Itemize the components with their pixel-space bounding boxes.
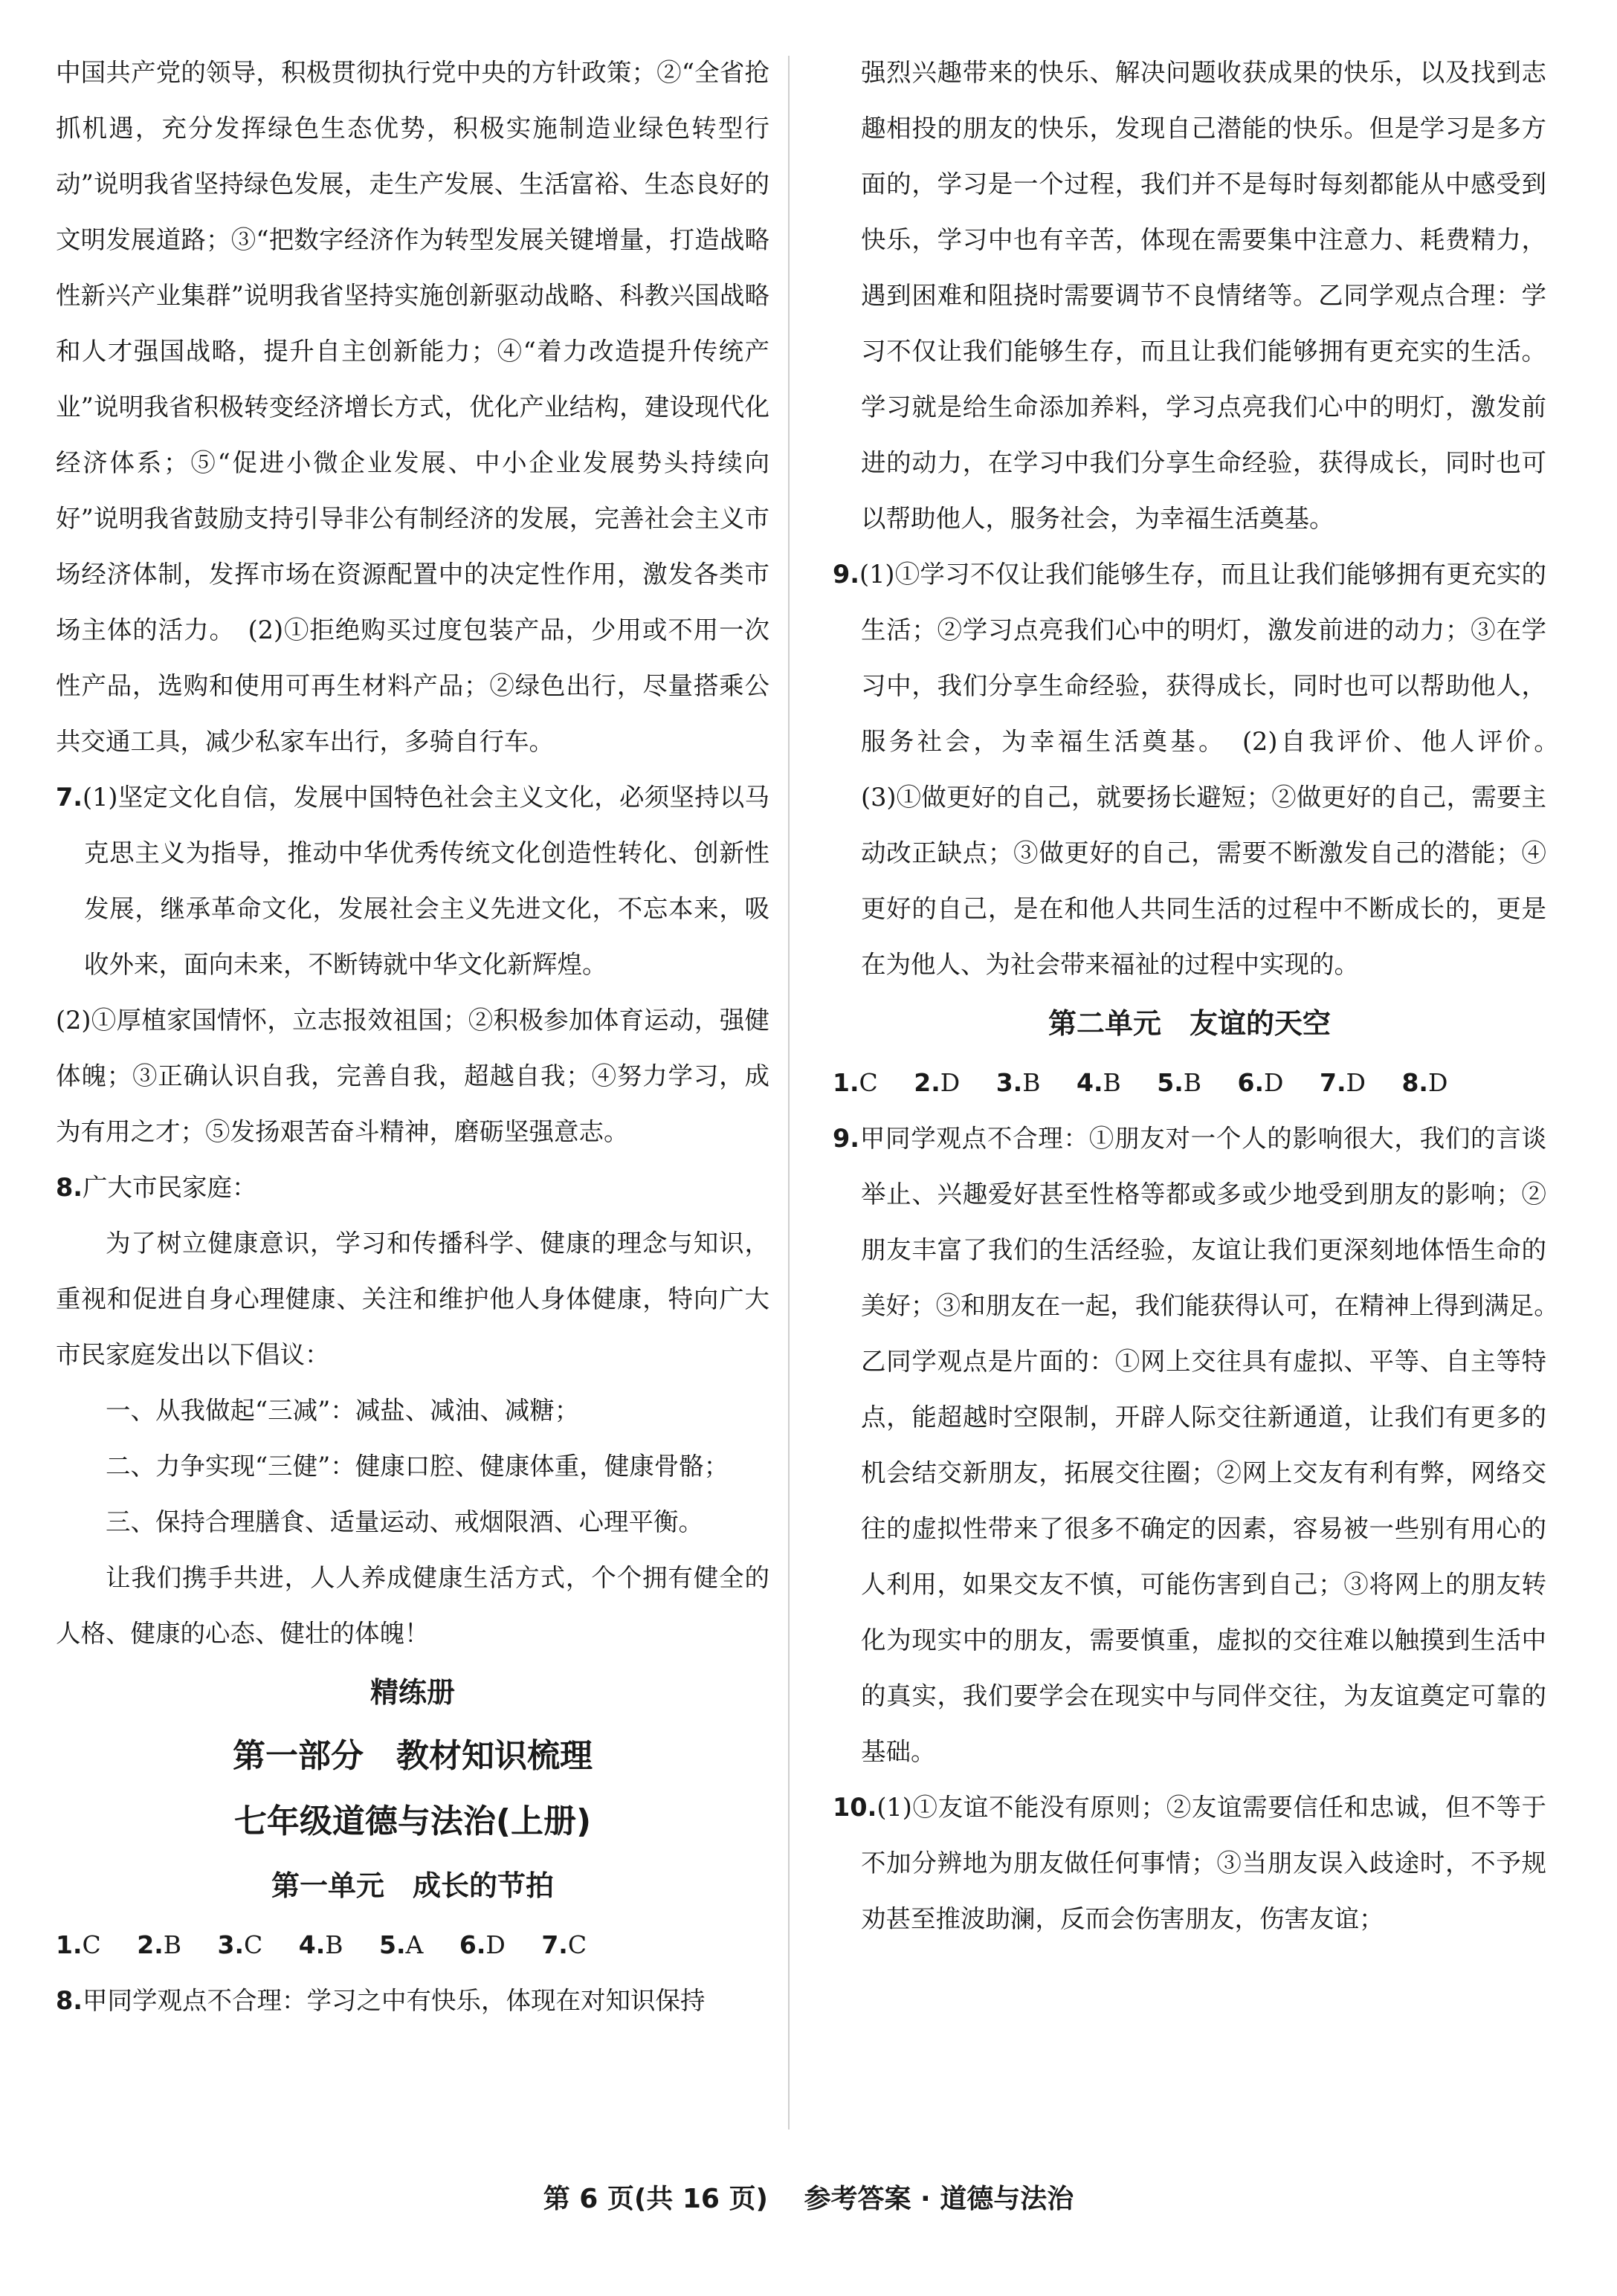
- q7-part1-text: (1)坚定文化自信，发展中国特色社会主义文化，必须坚持以马克思主义为指导，推动中华优秀传统文化创造性转化、创新性发展，继承革命文化，发展社会主义先进文化，不忘本来，吸收外来，面向未来，不断铸就中华文化新辉煌。: [83, 783, 769, 979]
- unit2-q9-text: 甲同学观点不合理：①朋友对一个人的影响很大，我们的言谈举止、兴趣爱好甚至性格等都或多或少地受到朋友的影响；②朋友丰富了我们的生活经验，友谊让我们更深刻地体悟生命的美好；③和朋友在一起，我们能获得认可，在精神上得到满足。 乙同学观点是片面的：①网上交往具有虚拟、平等、自主等特点，能超越时空限制，开辟人际交往新通道，让我们有更多的机会结交新朋友，拓展交往圈；②网上交友有利有弊，网络交往的虚拟性带来了很多不确定的因素，容易被一些别有用心的人利用，如果交友不慎，可能伤害到自己；③将网上的朋友转化为现实中的朋友，需要慎重，虚拟的交往难以触摸到生活中的真实，我们要学会在现实中与同伴交往，为友谊奠定可靠的基础。: [859, 1124, 1572, 1766]
- answer-choice: B: [163, 1930, 182, 1959]
- answer-item: [1157, 1068, 1201, 1097]
- answer-number: 3.: [217, 1930, 245, 1959]
- answer-number: 4.: [298, 1930, 326, 1959]
- answer-choice: B: [1022, 1068, 1041, 1097]
- unit2-q9: [833, 1110, 1572, 1779]
- unit2-q10: [833, 1779, 1546, 1947]
- q7-part2: (2)①厚植家国情怀，立志报效祖国；②积极参加体育运动，强健体魄；③正确认识自我，完善自我，超越自我；④努力学习，成为有用之才；⑤发扬艰苦奋斗精神，磨砺坚强意志。: [56, 1006, 769, 1146]
- answer-item: [541, 1930, 587, 1959]
- q8-number: 8.: [56, 1173, 83, 1202]
- answer-item: [996, 1068, 1041, 1097]
- q8-ending: 让我们携手共进，人人养成健康生活方式，个个拥有健全的人格、健康的心态、健壮的体魄！: [56, 1563, 769, 1648]
- answer-choice: C: [567, 1930, 587, 1959]
- answer-item: [1320, 1068, 1366, 1097]
- answer-choice: A: [405, 1930, 424, 1959]
- answer-choice: D: [940, 1068, 961, 1097]
- answer-choice: D: [1264, 1068, 1284, 1097]
- unit2-q10-number: 10.: [833, 1793, 877, 1822]
- answer-item: [137, 1930, 181, 1959]
- unit1-heading: 第一单元 成长的节拍: [271, 1869, 554, 1902]
- answer-number: 5.: [1157, 1068, 1184, 1097]
- answer-choice: B: [1103, 1068, 1121, 1097]
- unit1-q8-number: 8.: [56, 1986, 83, 2015]
- answer-choice: B: [325, 1930, 343, 1959]
- answer-item: [914, 1068, 960, 1097]
- answer-item: [459, 1930, 506, 1959]
- answer-item: [218, 1930, 263, 1959]
- q6-continuation: 中国共产党的领导，积极贯彻执行党中央的方针政策；②“全省抢抓机遇，充分发挥绿色生态优势，积极实施制造业绿色转型行动”说明我省坚持绿色发展，走生产发展、生活富裕、生态良好的文明发展道路；③“把数字经济作为转型发展关键增量，打造战略性新兴产业集群”说明我省坚持实施创新驱动战略、科教兴国战略和人才强国战略，提升自主创新能力；④“着力改造提升传统产业”说明我省积极转变经济增长方式，优化产业结构，建设现代化经济体系；⑤“促进小微企业发展、中小企业发展势头持续向好”说明我省鼓励支持引导非公有制经济的发展，完善社会主义市场经济体制，发挥市场在资源配置中的决定性作用，激发各类市场主体的活力。 (2)①拒绝购买过度包装产品，少用或不用一次性产品，选购和使用可再生材料产品；②绿色出行，尽量搭乘公共交通工具，减少私家车出行，多骑自行车。: [56, 58, 770, 756]
- unit1-q8-start-text: 甲同学观点不合理：学习之中有快乐，体现在对知识保持: [83, 1986, 706, 2015]
- q8-heading-text: 广大市民家庭：: [83, 1173, 257, 1202]
- answer-number: 2.: [914, 1068, 940, 1097]
- answer-number: 6.: [1237, 1068, 1265, 1097]
- right-column: [833, 45, 1572, 2126]
- answer-item: [1238, 1068, 1284, 1097]
- answer-item: [299, 1930, 343, 1959]
- answer-choice: D: [1427, 1068, 1448, 1097]
- unit1-answer-row: [56, 1917, 769, 1973]
- page-footer: [0, 2178, 1617, 2216]
- unit1-q9: [833, 546, 1572, 992]
- unit2-q10-text: (1)①友谊不能没有原则；②友谊需要信任和忠诚，但不等于不加分辨地为朋友做任何事情；③当朋友误入歧途时，不予规劝甚至推波助澜，反而会伤害朋友，伤害友谊；: [861, 1793, 1546, 1933]
- answer-number: 4.: [1076, 1068, 1103, 1097]
- q8-item-2: 二、力争实现“三健”：健康口腔、健康体重，健康骨骼；: [106, 1452, 729, 1481]
- answer-number: 7.: [1319, 1068, 1346, 1097]
- footer-title: 参考答案 · 道德与法治: [804, 2184, 1074, 2214]
- q8-heading: [56, 1160, 769, 1215]
- answer-choice: C: [82, 1930, 101, 1959]
- answer-choice: B: [1183, 1068, 1202, 1097]
- unit1-q9-number: 9.: [833, 560, 860, 589]
- unit2-answer-row: [833, 1055, 1546, 1110]
- left-column: [56, 45, 769, 2126]
- q8-body: 为了树立健康意识，学习和传播科学、健康的理念与知识，重视和促进自身心理健康、关注和维护他人身体健康，特向广大市民家庭发出以下倡议：: [56, 1229, 769, 1369]
- part-heading: 第一部分 教材知识梳理: [233, 1737, 593, 1775]
- column-divider: [788, 56, 790, 2130]
- unit2-heading: 第二单元 友谊的天空: [1048, 1007, 1331, 1040]
- unit2-q9-number: 9.: [833, 1124, 860, 1153]
- page-number: 第 6 页(共 16 页): [543, 2184, 768, 2214]
- answer-item: [1077, 1068, 1121, 1097]
- answer-choice: D: [1346, 1068, 1366, 1097]
- answer-number: 5.: [379, 1930, 406, 1959]
- answer-number: 6.: [459, 1930, 486, 1959]
- q7-number: 7.: [56, 783, 83, 812]
- answer-number: 1.: [56, 1930, 83, 1959]
- answer-item: [56, 1930, 101, 1959]
- answer-number: 7.: [541, 1930, 568, 1959]
- q8-item-3: 三、保持合理膳食、适量运动、戒烟限酒、心理平衡。: [106, 1507, 703, 1536]
- answer-number: 8.: [1401, 1068, 1428, 1097]
- unit1-q8-start: [56, 1973, 769, 2028]
- answer-number: 2.: [137, 1930, 164, 1959]
- answer-number: 3.: [995, 1068, 1023, 1097]
- book-heading: 精练册: [369, 1676, 455, 1709]
- answer-choice: D: [485, 1930, 506, 1959]
- answer-item: [1401, 1068, 1447, 1097]
- grade-heading: 七年级道德与法治(上册): [233, 1802, 592, 1840]
- answer-item: [379, 1930, 423, 1959]
- q8-item-1: 一、从我做起“三减”：减盐、减油、减糖；: [106, 1396, 580, 1425]
- q7-part1: [56, 769, 769, 992]
- unit1-q9-text: (1)①学习不仅让我们能够生存，而且让我们能够拥有更充实的生活；②学习点亮我们心中的明灯，激发前进的动力；③在学习中，我们分享生命经验，获得成长，同时也可以帮助他人，服务社会，为幸福生活奠基。 (2)自我评价、他人评价。 (3)①做更好的自己，就要扬长避短；②做更好的自己，需要主动改正缺点；③做更好的自己，需要不断激发自己的潜能；④更好的自己，是在和他人共同生活的过程中不断成长的，更是在为他人、为社会带来福祉的过程中实现的。: [859, 560, 1572, 979]
- answer-choice: C: [859, 1068, 878, 1097]
- answer-item: [833, 1068, 878, 1097]
- answer-choice: C: [244, 1930, 263, 1959]
- answer-number: 1.: [833, 1068, 859, 1097]
- unit1-q8-continuation: 强烈兴趣带来的快乐、解决问题收获成果的快乐，以及找到志趣相投的朋友的快乐，发现自己潜能的快乐。但是学习是多方面的，学习是一个过程，我们并不是每时每刻都能从中感受到快乐，学习中也有辛苦，体现在需要集中注意力、耗费精力，遇到困难和阻挠时需要调节不良情绪等。乙同学观点合理：学习不仅让我们能够生存，而且让我们能够拥有更充实的生活。学习就是给生命添加养料，学习点亮我们心中的明灯，激发前进的动力，在学习中我们分享生命经验，获得成长，同时也可以帮助他人，服务社会，为幸福生活奠基。: [861, 58, 1546, 533]
